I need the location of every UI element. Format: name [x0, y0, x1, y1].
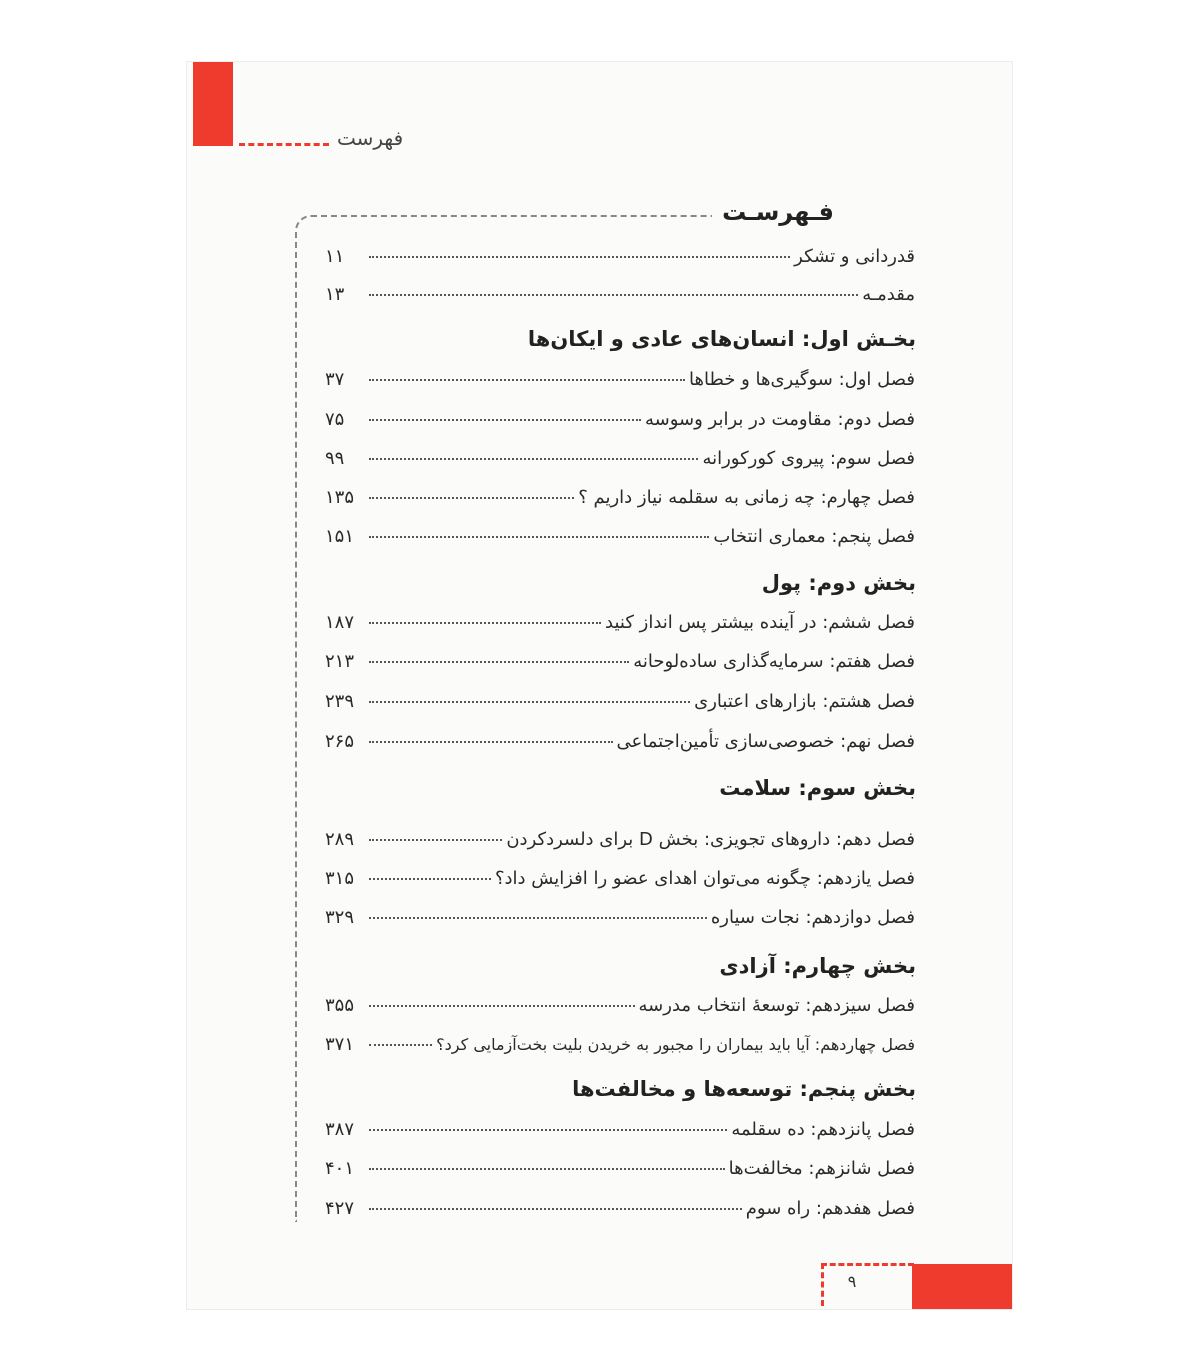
toc-entry-chapter[interactable]	[325, 1198, 915, 1232]
toc-entry-chapter[interactable]	[325, 731, 915, 765]
toc-entry-chapter[interactable]	[325, 691, 915, 725]
toc-entry-chapter[interactable]	[325, 612, 915, 646]
part-heading-4: بخش چهارم: آزادی	[719, 954, 916, 978]
toc-entry-label: مقدمـه	[862, 284, 915, 305]
leader-dots	[369, 1129, 727, 1131]
leader-dots	[369, 536, 709, 538]
toc-entry-page: ۲۱۳	[325, 651, 355, 672]
toc-entry-page: ۳۷۱	[325, 1034, 355, 1055]
leader-dots	[369, 256, 790, 258]
toc-entry-chapter[interactable]	[325, 487, 915, 521]
toc-entry-label: فصل پنجم: معماری انتخاب	[713, 526, 915, 547]
leader-dots	[369, 1168, 725, 1170]
toc-entry-chapter[interactable]	[325, 1158, 915, 1192]
toc-entry-label: فصل دوم: مقاومت در برابر وسوسه	[644, 409, 915, 430]
toc-entry-label: فصل چهارم: چه زمانی به سقلمه نیاز داریم ؟	[578, 487, 915, 508]
toc-entry-page: ۴۲۷	[325, 1198, 355, 1219]
toc-entry-page: ۷۵	[325, 409, 345, 430]
header-dashed-rule	[239, 143, 329, 146]
leader-dots	[369, 661, 629, 663]
toc-entry-label: فصل دهم: داروهای تجویزی: بخش D برای دلسردکردن	[506, 829, 915, 850]
toc-entry-page: ۱۳۵	[325, 487, 355, 508]
leader-dots	[369, 701, 690, 703]
toc-entry-label: فصل اول: سوگیری‌ها و خطاها	[689, 369, 915, 390]
leader-dots	[369, 622, 601, 624]
part-heading-3: بخش سوم: سلامت	[719, 776, 916, 800]
leader-dots	[369, 741, 613, 743]
leader-dots	[369, 497, 574, 499]
toc-entry-page: ۱۳	[325, 284, 345, 305]
toc-entry-acknowledgements[interactable]	[325, 246, 915, 280]
leader-dots	[369, 878, 491, 880]
toc-entry-chapter[interactable]	[325, 651, 915, 685]
toc-title: فـهرسـت	[712, 198, 844, 226]
toc-entry-chapter[interactable]	[325, 409, 915, 443]
part-heading-1: بخـش اول: انسان‌های عادی و ایکان‌ها	[527, 327, 916, 351]
leader-dots	[369, 1005, 635, 1007]
toc-entry-label: فصل سوم: پیروی کورکورانه	[702, 448, 915, 469]
toc-entry-page: ۱۱	[325, 246, 345, 267]
toc-entry-introduction[interactable]	[325, 284, 915, 318]
leader-dots	[369, 1208, 742, 1210]
toc-entry-label: قدردانی و تشکر	[794, 246, 915, 267]
toc-entry-label: فصل شانزهم: مخالفت‌ها	[728, 1158, 915, 1179]
toc-entry-label: فصل یازدهم: چگونه می‌توان اهدای عضو را افزایش داد؟	[494, 868, 915, 889]
toc-entry-chapter[interactable]	[325, 1119, 915, 1153]
toc-entry-label: فصل هفتم: سرمایه‌گذاری ساده‌لوحانه	[633, 651, 915, 672]
toc-entry-page: ۲۶۵	[325, 731, 355, 752]
toc-entry-page: ۲۸۹	[325, 829, 355, 850]
part-heading-5: بخش پنجم: توسعه‌ها و مخالفت‌ها	[572, 1077, 916, 1101]
toc-entry-page: ۳۸۷	[325, 1119, 355, 1140]
leader-dots	[369, 294, 858, 296]
toc-entry-page: ۹۹	[325, 448, 345, 469]
leader-dots	[369, 379, 685, 381]
toc-entry-label: فصل دوازدهم: نجات سیاره	[710, 907, 915, 928]
leader-dots	[369, 839, 502, 841]
toc-entry-label: فصل سیزدهم: توسعهٔ انتخاب مدرسه	[638, 995, 915, 1016]
toc-entry-label: فصل نهم: خصوصی‌سازی تأمین‌اجتماعی	[616, 731, 915, 752]
part-heading-2: بخش دوم: پول	[761, 571, 916, 595]
toc-entry-page: ۳۵۵	[325, 995, 355, 1016]
red-corner-tab-bottom	[912, 1264, 1012, 1309]
toc-entry-chapter[interactable]	[325, 448, 915, 482]
leader-dots	[369, 458, 698, 460]
toc-entry-chapter[interactable]	[325, 868, 915, 902]
toc-entry-page: ۴۰۱	[325, 1158, 355, 1179]
folio-dashed-corner	[821, 1263, 914, 1306]
leader-dots	[369, 419, 641, 421]
leader-dots	[369, 917, 707, 919]
book-page	[187, 62, 1012, 1309]
toc-entry-page: ۳۲۹	[325, 907, 355, 928]
page-number: ۹	[847, 1272, 857, 1291]
toc-entry-page: ۱۵۱	[325, 526, 355, 547]
toc-entry-label: فصل پانزدهم: ده سقلمه	[731, 1119, 915, 1140]
toc-entry-label: فصل چهاردهم: آیا باید بیماران را مجبور به خریدن بلیت بخت‌آزمایی کرد؟	[436, 1035, 915, 1054]
toc-entry-chapter[interactable]	[325, 369, 915, 403]
toc-entry-chapter[interactable]	[325, 1034, 915, 1068]
toc-entry-page: ۳۷	[325, 369, 345, 390]
running-head: فهرست	[337, 126, 404, 150]
leader-dots	[369, 1044, 432, 1046]
toc-entry-page: ۳۱۵	[325, 868, 355, 889]
toc-entry-label: فصل هشتم: بازارهای اعتباری	[694, 691, 915, 712]
toc-entry-label: فصل هفدهم: راه سوم	[745, 1198, 915, 1219]
toc-entry-page: ۲۳۹	[325, 691, 355, 712]
toc-entry-chapter[interactable]	[325, 829, 915, 863]
toc-entry-chapter[interactable]	[325, 526, 915, 560]
toc-entry-chapter[interactable]	[325, 995, 915, 1029]
toc-entry-page: ۱۸۷	[325, 612, 355, 633]
toc-entry-chapter[interactable]	[325, 907, 915, 941]
red-corner-tab-top	[193, 62, 233, 146]
toc-entry-label: فصل ششم: در آینده بیشتر پس انداز کنید	[605, 612, 915, 633]
